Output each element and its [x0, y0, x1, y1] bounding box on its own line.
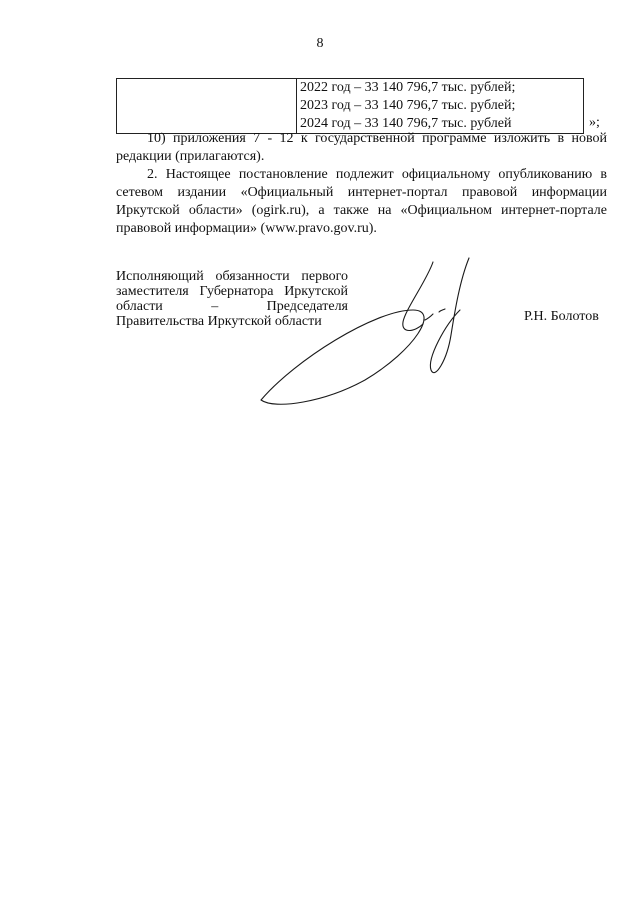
funding-line-2023: 2023 год – 33 140 796,7 тыс. рублей; [300, 98, 516, 113]
signer-title-line: Правительства Иркутской области [116, 314, 322, 329]
signer-title-line: области – Председателя [116, 299, 348, 314]
signature-stroke-left [403, 262, 433, 331]
signer-title-line: заместителя Губернатора Иркутской [116, 284, 348, 299]
body-text [116, 130, 607, 238]
funding-line-2024: 2024 год – 33 140 796,7 тыс. рублей [300, 116, 512, 131]
closing-quote: »; [589, 115, 600, 130]
signature-stroke-right [430, 258, 469, 373]
paragraph-publication: 2. Настоящее постановление подлежит официальному опубликованию в сетевом издании «Официальный интернет-портал правовой информации Иркутской области» (ogirk.ru), а также на «Официальном интернет-портале правовой информации» (www.pravo.gov.ru). [116, 167, 607, 236]
handwritten-signature [255, 240, 495, 410]
table-row [117, 79, 584, 134]
paragraph-appendices: 10) приложения 7 - 12 к государственной программе изложить в новой редакции (прилагаются). [116, 131, 607, 164]
table-funding-cell [297, 79, 584, 134]
signer-title-line: Исполняющий обязанности первого [116, 269, 348, 284]
page-number: 8 [316, 36, 324, 51]
signature-stroke-dots [425, 309, 445, 320]
signer-name: Р.Н. Болотов [524, 309, 599, 324]
funding-line-2022: 2022 год – 33 140 796,7 тыс. рублей; [300, 80, 516, 95]
budget-table [116, 78, 584, 134]
signature-stroke-loop [261, 310, 424, 404]
table-empty-cell [117, 79, 297, 134]
